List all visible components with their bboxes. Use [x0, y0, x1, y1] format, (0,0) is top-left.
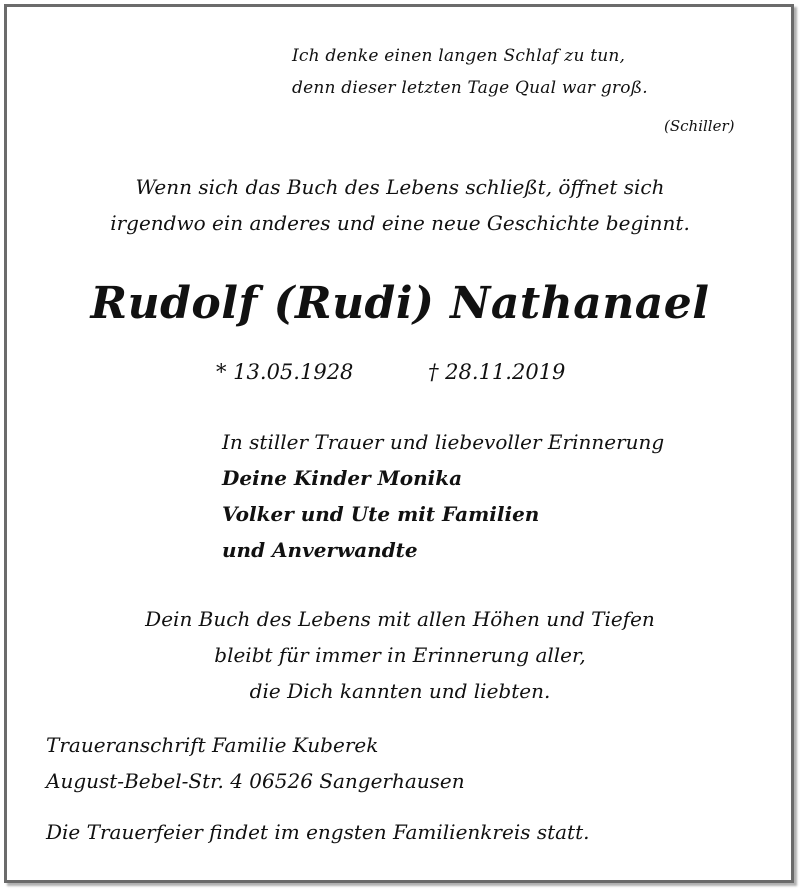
verse-line-3: die Dich kannten und liebten.: [249, 679, 551, 703]
mourners-line-2: Volker und Ute mit Familien: [222, 502, 540, 526]
ceremony-note: Die Trauerfeier findet im engsten Familienkreis statt.: [46, 820, 590, 844]
motto-line-2: irgendwo ein anderes und eine neue Geschichte beginnt.: [110, 211, 690, 235]
deceased-name: Rudolf (Rudi) Nathanael: [90, 278, 710, 329]
verse-line-1: Dein Buch des Lebens mit allen Höhen und Tiefen: [145, 607, 655, 631]
verse-line-2: bleibt für immer in Erinnerung aller,: [214, 643, 586, 667]
quote-author: (Schiller): [664, 117, 735, 135]
quote-line-1: Ich denke einen langen Schlaf zu tun,: [292, 46, 626, 66]
address-line-1: Traueranschrift Familie Kuberek: [46, 733, 379, 757]
address-line-2: August-Bebel-Str. 4 06526 Sangerhausen: [46, 769, 465, 793]
motto-line-1: Wenn sich das Buch des Lebens schließt, öffnet sich: [135, 175, 665, 199]
mourners-line-1: Deine Kinder Monika: [222, 466, 463, 490]
quote-line-2: denn dieser letzten Tage Qual war groß.: [292, 78, 648, 98]
mourners-intro: In stiller Trauer und liebevoller Erinnerung: [222, 430, 665, 454]
mourners-line-3: und Anverwandte: [222, 538, 418, 562]
death-date: † 28.11.2019: [428, 360, 566, 384]
birth-date: * 13.05.1928: [216, 360, 354, 384]
